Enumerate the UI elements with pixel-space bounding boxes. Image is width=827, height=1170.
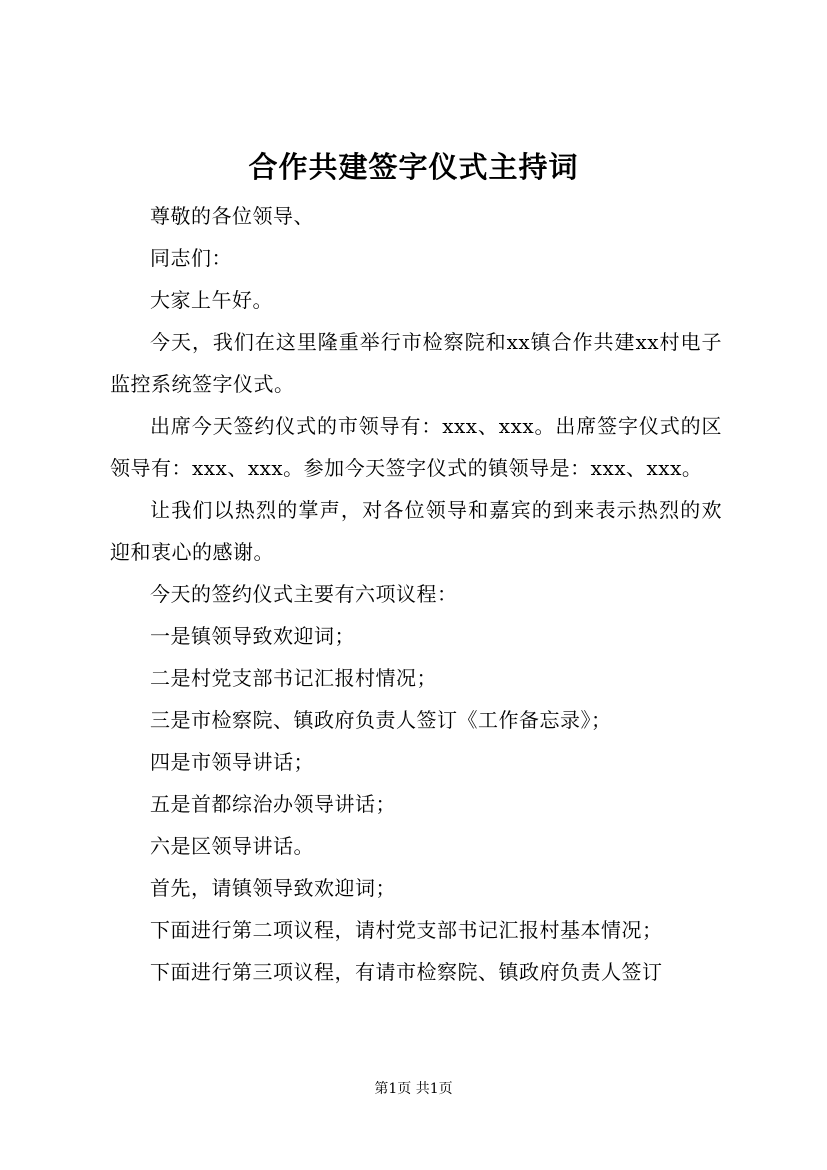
paragraph-applause: 让我们以热烈的掌声，对各位领导和嘉宾的到来表示热烈的欢迎和衷心的感谢。 — [110, 498, 722, 564]
agenda-item-4: 四是市领导讲话； — [150, 750, 314, 774]
paragraph-attending-leaders: 出席今天签约仪式的市领导有：xxx、xxx。出席签字仪式的区领导有：xxx、xxx。参加今天签字仪式的镇领导是：xxx、xxx。 — [110, 414, 722, 480]
paragraph-agenda-intro: 今天的签约仪式主要有六项议程： — [150, 582, 458, 606]
agenda-item-5: 五是首都综治办领导讲话； — [150, 792, 396, 816]
paragraph-first-step: 首先，请镇领导致欢迎词； — [150, 876, 396, 900]
agenda-item-6: 六是区领导讲话。 — [150, 834, 314, 858]
document-title: 合作共建签字仪式主持词 — [248, 150, 579, 184]
paragraph-comrades: 同志们： — [150, 246, 232, 270]
agenda-item-1: 一是镇领导致欢迎词； — [150, 624, 355, 648]
paragraph-second-step: 下面进行第二项议程，请村党支部书记汇报村基本情况； — [150, 918, 663, 942]
paragraph-greeting: 尊敬的各位领导、 — [150, 204, 314, 228]
document-body — [110, 195, 722, 993]
agenda-item-2: 二是村党支部书记汇报村情况； — [150, 666, 437, 690]
paragraph-ceremony-intro: 今天，我们在这里隆重举行市检察院和xx镇合作共建xx村电子监控系统签字仪式。 — [110, 330, 722, 396]
page-footer: 第1页 共1页 — [374, 1081, 453, 1097]
paragraph-good-morning: 大家上午好。 — [150, 288, 273, 312]
agenda-item-3: 三是市检察院、镇政府负责人签订《工作备忘录》； — [150, 708, 612, 732]
paragraph-third-step: 下面进行第三项议程，有请市检察院、镇政府负责人签订 — [150, 960, 663, 984]
